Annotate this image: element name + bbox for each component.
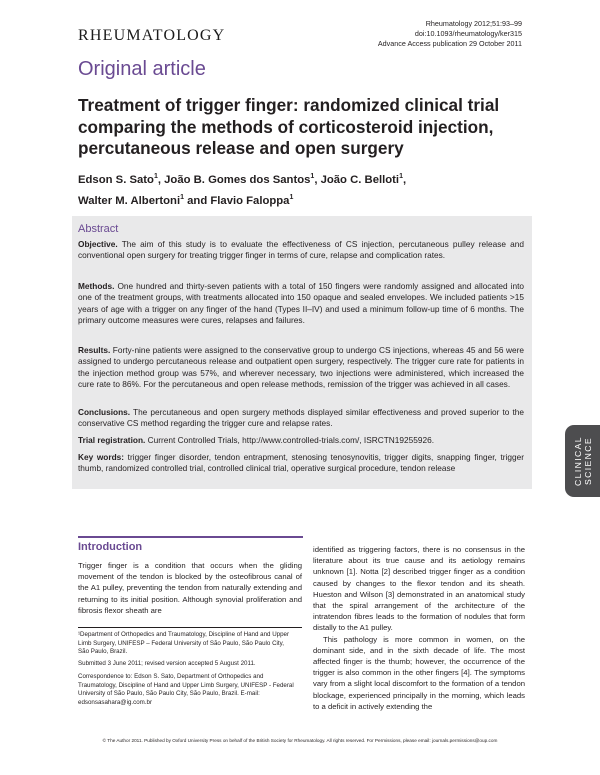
abstract-trial-registration <box>78 435 524 446</box>
objective-text: The aim of this study is to evaluate the effectiveness of CS injection, percutaneous pulley release and conventional open surgery for treating trigger finger in terms of cure, relapse and complication rates. <box>78 239 524 261</box>
introduction-heading: Introduction <box>78 541 143 553</box>
keywords-label: Key words: <box>78 452 125 462</box>
author-affiliation: 1 <box>399 173 403 180</box>
abstract-results <box>78 345 524 390</box>
author-name: Edson S. Sato <box>78 173 154 186</box>
abstract-keywords <box>78 452 524 475</box>
author-list <box>78 168 518 210</box>
footnote-divider <box>78 627 302 628</box>
author-name: João B. Gomes dos Santos <box>164 173 311 186</box>
paragraph: This pathology is more common in women, on the dominant side, and in the sixth decade of life. The most affected finger is the thumb; however, the occurrence of the trigger is also common in the other fingers [4]. The symptoms vary from a slight local discomfort to the formation of a tendon blockage, experienced principally in the morning, which leads to a deficit in actively extending the <box>313 634 525 711</box>
abstract-objective <box>78 239 524 262</box>
abstract-conclusions <box>78 407 524 430</box>
methods-label: Methods. <box>78 281 115 291</box>
results-label: Results. <box>78 345 111 355</box>
author-affiliation: 1 <box>180 193 184 201</box>
author-name: Flavio Faloppa <box>210 194 290 207</box>
citation-block <box>378 19 522 49</box>
keywords-text: trigger finger disorder, tendon entrapment, stenosing tenosynovitis, trigger digits, snapping finger, trigger thumb, randomized controlled trial, controlled clinical trial, operative surgical procedure, tendon release <box>78 452 524 474</box>
trial-text: Current Controlled Trials, http://www.controlled-trials.com/, ISRCTN19255926. <box>147 435 434 445</box>
publication-date-line: Advance Access publication 29 October 2011 <box>377 39 522 48</box>
introduction-column-right <box>313 544 525 712</box>
methods-text: One hundred and thirty-seven patients with a total of 150 fingers were randomly assigned and allocated into one of the treatment groups, with treatments allocated into 150 opaque and sealed envelopes. We included patients >15 years of age with a trigger on any finger of the hand (Types II–IV) and used a minimum follow-up time of 6 months. The primary outcome measures were cures, relapses and failures. <box>78 281 524 325</box>
objective-label: Objective. <box>78 239 118 249</box>
author-separator: , <box>157 173 165 186</box>
paragraph: identified as triggering factors, there is no consensus in the literature about its true cause and its aetiology remains unknown [1]. Notta [2] described trigger finger as a condition caused by changes to the flexor tendon and its sheath. Hueston and Wilson [3] demonstrated in an anatomical study that the spiral arrangement of the architecture of the intratendon fibres leads to the formation of nodules that form distally to the A1 pulley. <box>313 545 525 633</box>
citation-line: Rheumatology 2012;51:93–99 <box>425 19 522 28</box>
section-side-tab-label <box>573 416 593 506</box>
side-tab-line: CLINICAL <box>573 436 583 486</box>
author-separator: , <box>402 173 407 186</box>
conclusions-text: The percutaneous and open surgery methods displayed similar effectiveness and proved superior to the conservative CS method regarding the trigger cure and relapse rates. <box>78 407 524 429</box>
copyright-line: © The Author 2011. Published by Oxford University Press on behalf of the British Society for Rheumatology. All rights reserved. For Permissions, please email: journals.permissions@oup.com <box>102 738 498 743</box>
abstract-methods <box>78 281 524 326</box>
section-divider <box>78 536 303 538</box>
author-name: Walter M. Albertoni <box>78 194 181 207</box>
author-affiliation: 1 <box>153 173 158 180</box>
author-affiliation: 1 <box>289 193 294 201</box>
doi-line: doi:10.1093/rheumatology/ker315 <box>414 29 522 38</box>
article-type: Original article <box>78 58 206 80</box>
trial-label: Trial registration. <box>78 435 146 445</box>
author-separator: and <box>184 194 211 207</box>
author-separator: , <box>314 173 321 186</box>
results-text: Forty-nine patients were assigned to the conservative group to undergo CS injections, whereas 45 and 56 were assigned to undergo percutaneous release and outpatient open surgery, respectively. The trigger cure rate for patients in the injection method group was 57%, and wherever necessary, two injections were administered, which increased the cure rate to 86%. For the percutaneous and open release methods, remission of the trigger was achieved in all cases. <box>78 345 524 389</box>
conclusions-label: Conclusions. <box>78 407 131 417</box>
author-affiliation: 1 <box>310 173 315 180</box>
author-name: João C. Belloti <box>320 173 400 186</box>
article-title: Treatment of trigger finger: randomized clinical trial comparing the methods of corticosteroid injection, percutaneous release and open surgery <box>78 95 500 158</box>
submission-footnote: Submitted 3 June 2011; revised version accepted 5 August 2011. <box>78 660 256 667</box>
introduction-column-left: Trigger finger is a condition that occurs when the gliding movement of the tendon is blocked by the osteofibrous canal of the A1 pulley, preventing the tendon from naturally extending and returning to its initial position. Although synovial proliferation and fibrosis flexor sheath are <box>78 561 302 615</box>
abstract-heading: Abstract <box>78 223 119 235</box>
affiliation-footnote: ¹Department of Orthopedics and Traumatology, Discipline of Hand and Upper Limb Surgery, UNIFESP – Federal University of São Paulo, São Paulo City, São Paulo, Brazil. <box>78 631 290 656</box>
correspondence-footnote: Correspondence to: Edson S. Sato, Department of Orthopedics and Traumatology, Discipline of Hand and Upper Limb Surgery, UNIFESP - Federal University of São Paulo, São Paulo City, São Paulo, Brazil. E-mail: edsonsasahara@ig.com.br <box>78 673 294 706</box>
side-tab-line: SCIENCE <box>583 437 593 486</box>
journal-logo: RHEUMATOLOGY <box>78 27 226 44</box>
